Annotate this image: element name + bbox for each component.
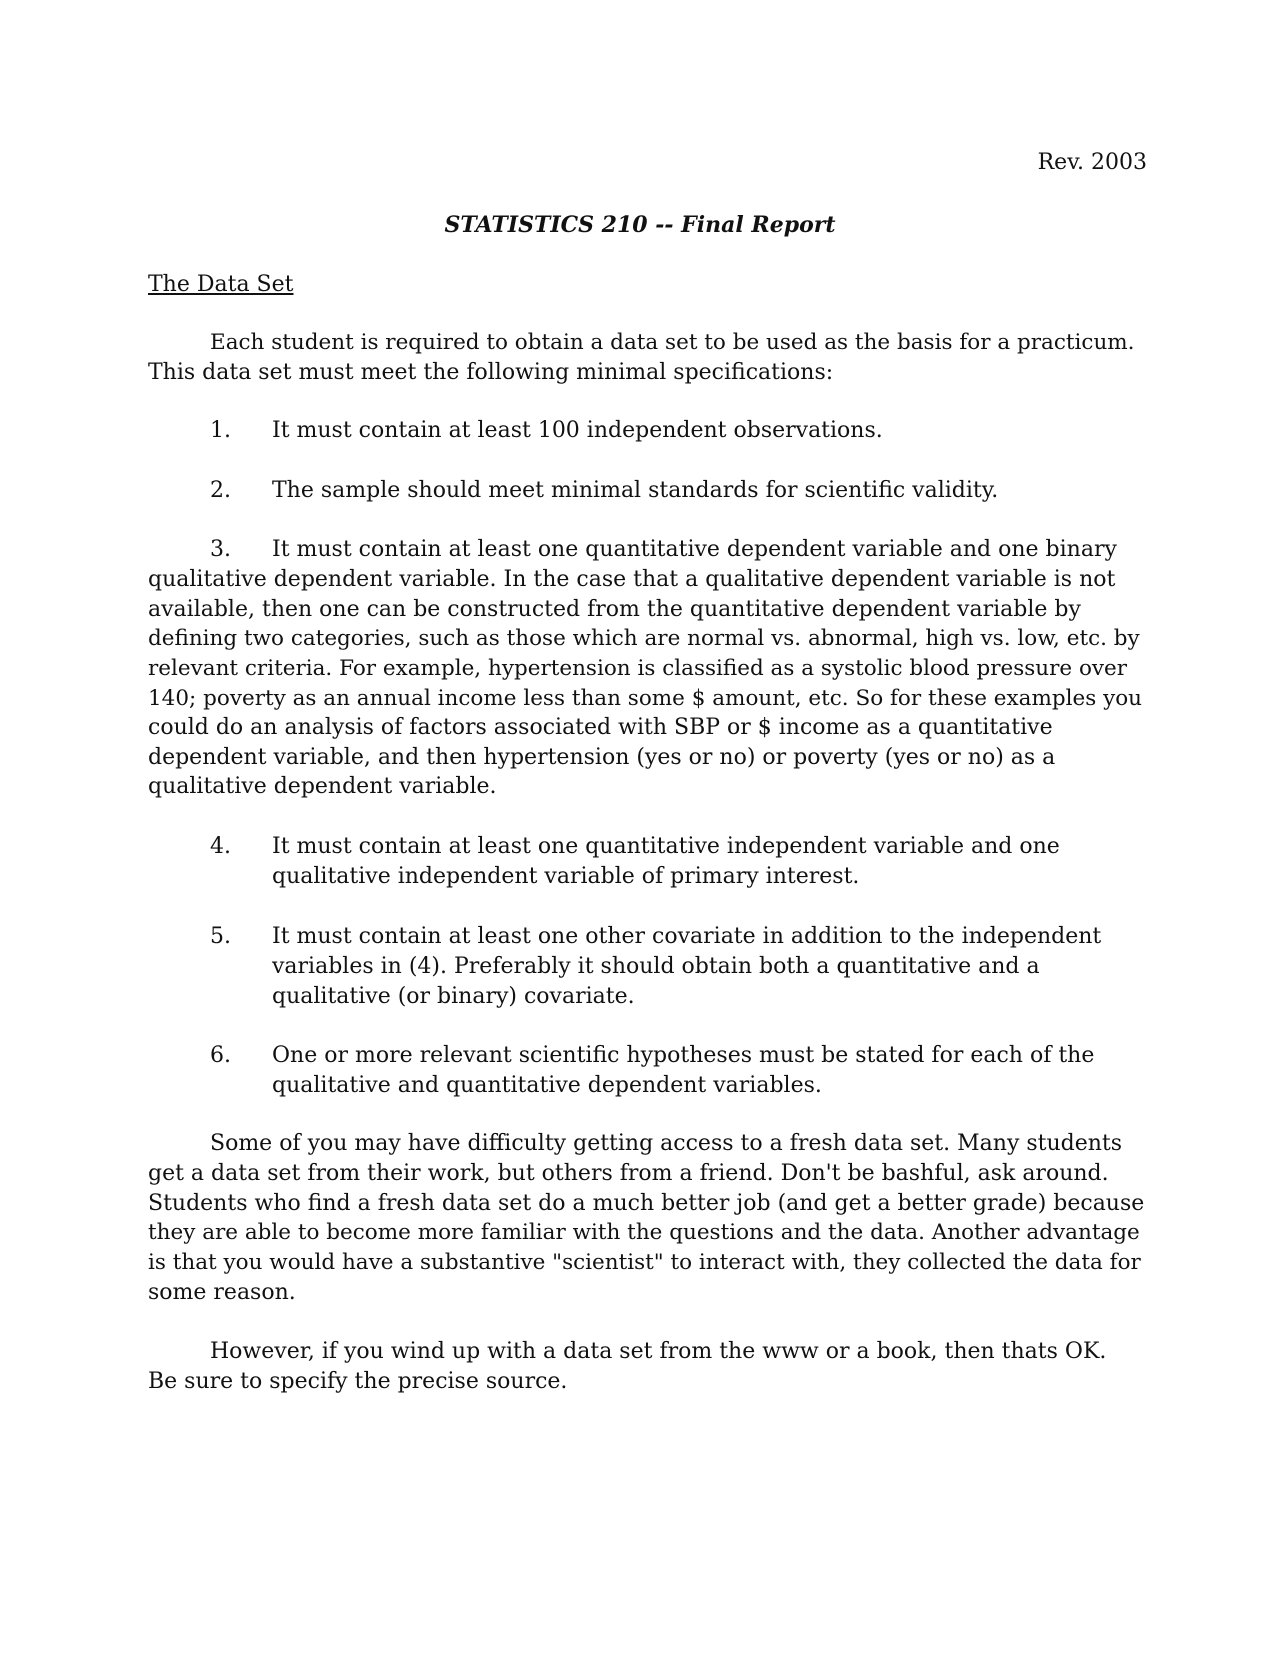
closing-line: they are able to become more familiar with the questions and the data. Another advantage xyxy=(148,1220,1140,1245)
revision-label: Rev. 2003 xyxy=(1037,150,1147,175)
item-line: qualitative and quantitative dependent variables. xyxy=(272,1073,822,1098)
item-line: The sample should meet minimal standards for scientific validity. xyxy=(272,478,999,503)
closing-line: some reason. xyxy=(148,1280,296,1305)
item-line: 140; poverty as an annual income less than some $ amount, etc. So for these examples you xyxy=(148,686,1143,711)
item-line: One or more relevant scientific hypotheses must be stated for each of the xyxy=(272,1043,1095,1068)
section-heading: The Data Set xyxy=(148,272,294,297)
item-line: qualitative independent variable of primary interest. xyxy=(272,864,860,889)
item-line: qualitative dependent variable. xyxy=(148,774,497,799)
item-line: defining two categories, such as those which are normal vs. abnormal, high vs. low, etc. by xyxy=(148,626,1140,651)
item-line: It must contain at least one quantitative independent variable and one xyxy=(272,834,1060,859)
item-number: 5. xyxy=(210,924,231,949)
item-line: It must contain at least 100 independent observations. xyxy=(272,418,883,443)
item-line: qualitative dependent variable. In the case that a qualitative dependent variable is not xyxy=(148,567,1116,592)
item-line: qualitative (or binary) covariate. xyxy=(272,984,635,1009)
closing-line: get a data set from their work, but others from a friend. Don't be bashful, ask around. xyxy=(148,1161,1109,1186)
item-number: 2. xyxy=(210,478,231,503)
item-number: 4. xyxy=(210,834,231,859)
closing-line: Be sure to specify the precise source. xyxy=(148,1369,568,1394)
item-line: variables in (4). Preferably it should obtain both a quantitative and a xyxy=(272,954,1040,979)
item-line: could do an analysis of factors associated with SBP or $ income as a quantitative xyxy=(148,715,1053,740)
item-line: relevant criteria. For example, hypertension is classified as a systolic blood pressure over xyxy=(148,656,1128,681)
closing-line: However, if you wind up with a data set from the www or a book, then thats OK. xyxy=(210,1339,1107,1364)
document-title: STATISTICS 210 -- Final Report xyxy=(444,212,836,238)
intro-line: This data set must meet the following minimal specifications: xyxy=(148,360,834,385)
item-number: 1. xyxy=(210,418,231,443)
closing-line: Students who find a fresh data set do a much better job (and get a better grade) because xyxy=(148,1191,1145,1216)
item-line: available, then one can be constructed from the quantitative dependent variable by xyxy=(148,597,1081,622)
item-line: It must contain at least one quantitative dependent variable and one binary xyxy=(272,537,1117,562)
item-number: 3. xyxy=(210,537,231,562)
closing-line: is that you would have a substantive "scientist" to interact with, they collected the data for xyxy=(148,1250,1141,1275)
item-line: dependent variable, and then hypertension (yes or no) or poverty (yes or no) as a xyxy=(148,745,1056,770)
closing-line: Some of you may have difficulty getting access to a fresh data set. Many students xyxy=(210,1131,1123,1156)
item-line: It must contain at least one other covariate in addition to the independent xyxy=(272,924,1102,949)
intro-line: Each student is required to obtain a data set to be used as the basis for a practicum. xyxy=(210,330,1135,355)
item-number: 6. xyxy=(210,1043,231,1068)
